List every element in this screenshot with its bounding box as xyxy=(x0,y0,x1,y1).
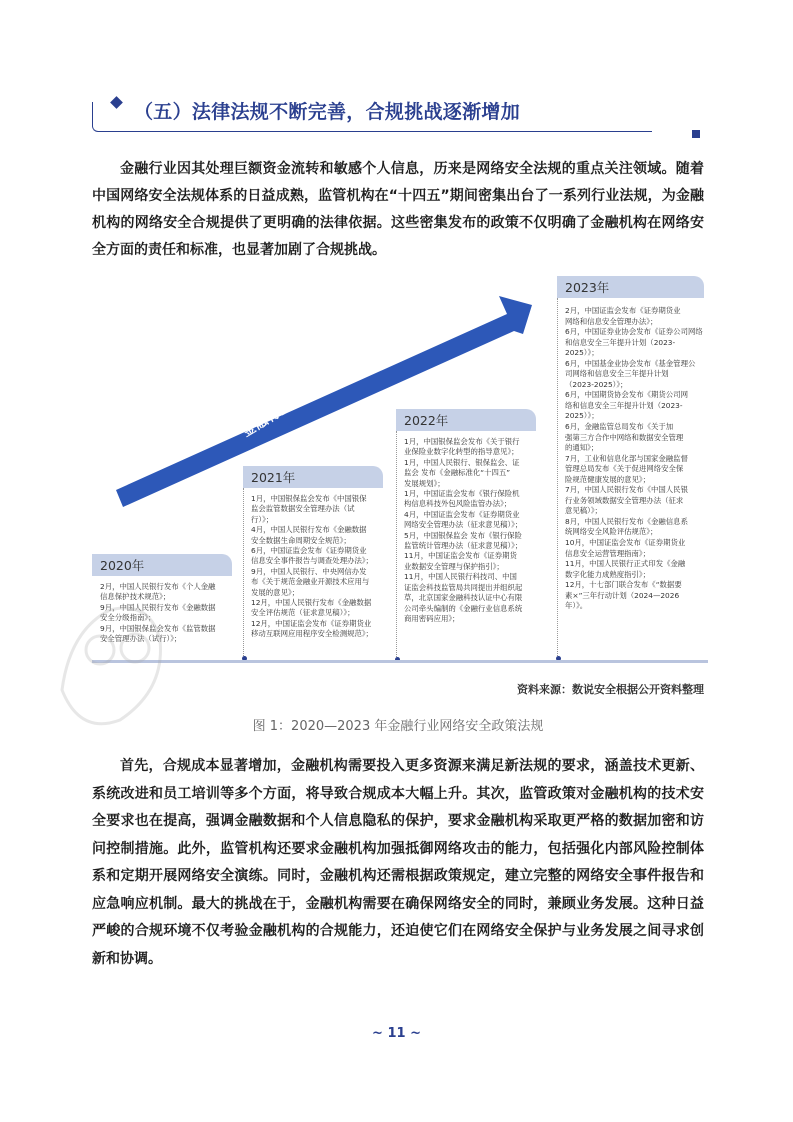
list-item: 发展规划》； xyxy=(404,478,445,488)
list-item: 草，北京国家金融科技认证中心有限 xyxy=(404,593,523,603)
list-item: 10月，中国证监会发布《证券期货业 xyxy=(565,538,686,548)
list-item: 安全管理办法（试行）》； xyxy=(100,634,182,644)
list-item: 网络安全管理办法（征求意见稿）》； xyxy=(404,520,523,530)
list-item: 1月，中国银保监会发布《关于银行 xyxy=(404,437,520,446)
list-item: 9月，中国人民银行发布《金融数据 xyxy=(100,602,216,612)
list-item: 信息保护技术规范》； xyxy=(100,592,171,602)
list-item: 布《关于规范金融业开源技术应用与 xyxy=(251,577,370,587)
list-item: 络和信息安全三年提升计划（2023- xyxy=(565,400,683,410)
list-item: 2025）》； xyxy=(565,348,599,358)
year-band xyxy=(396,409,536,431)
list-item: 网络和信息安全管理办法》； xyxy=(565,316,658,326)
list-item: 安全数据生命周期安全规范》； xyxy=(251,535,351,545)
list-item: 2月，中国人民银行发布《个人金融 xyxy=(100,582,216,591)
policy-list xyxy=(404,437,522,624)
list-item: 6月，金融监管总局发布《关于加 xyxy=(565,422,674,432)
list-item: 业数据安全管理与保护指引》； xyxy=(404,561,504,571)
list-item: 1月，中国人民银行、银保监会、证 xyxy=(404,457,520,467)
list-item: 12月，十七部门联合发布《“数据要 xyxy=(565,580,682,590)
list-item: 素×”三年行动计划（2024—2026 xyxy=(565,590,680,600)
list-item: 7月，工业和信息化部与国家金融监督 xyxy=(565,453,688,463)
policy-list xyxy=(100,582,216,644)
list-item: 发展的意见》； xyxy=(251,587,300,597)
list-item: 行业务领域数据安全管理办法（征求 xyxy=(565,495,684,505)
list-item: 1月，中国银保监会发布《中国银保 xyxy=(251,494,367,503)
year-band xyxy=(243,466,383,488)
list-item: 1月，中国证监会发布《银行保险机 xyxy=(404,489,520,499)
year-band xyxy=(557,276,704,298)
list-item: 构信息科技外包风险监管办法》； xyxy=(404,499,512,509)
list-item: 司网络和信息安全三年提升计划 xyxy=(565,369,669,379)
list-item: 行）》； xyxy=(251,514,274,524)
figure-caption: 图 1：2020—2023 年金融行业网络安全政策法规 xyxy=(252,719,544,734)
year-label: 2022年 xyxy=(404,413,449,428)
list-item: 监会 发布《金融标准化“十四五” xyxy=(404,468,511,478)
list-item: 4月，中国人民银行发布《金融数据 xyxy=(251,525,367,535)
list-item: 信息安全事件报告与调查处理办法》； xyxy=(251,556,373,566)
list-item: 安全分级指南》； xyxy=(100,613,156,623)
list-item: 业保险业数字化转型的指导意见》； xyxy=(404,447,519,457)
list-item: 6月，中国基金业协会发布《基金管理公 xyxy=(565,358,696,368)
list-item: 6月，中国期货协会发布《期货公司网 xyxy=(565,390,688,400)
list-item: 意见稿）》； xyxy=(565,506,602,516)
list-item: 商用密码应用》； xyxy=(404,613,460,623)
timeline-connector xyxy=(396,431,397,661)
list-item: 证监会科技监管局共同提出并组织起 xyxy=(404,582,523,592)
list-item: 9月，中国人民银行、中央网信办发 xyxy=(251,566,367,576)
list-item: 监管统计管理办法（征求意见稿）》； xyxy=(404,541,523,551)
figure-source: 资料来源：数说安全根据公开资料整理 xyxy=(517,683,704,696)
year-band xyxy=(92,554,232,576)
analysis-paragraph: 首先，合规成本显著增加，金融机构需要投入更多资源来满足新法规的要求，涵盖技术更新、系统改进和员工培训等多个方面，将导致合规成本大幅上升。其次，监管政策对金融机构的技术安全要求也在提高，强调金融数据和个人信息隐私的保护，要求金融机构采取更严格的数据加密和访问控制措施。此外，监管机构还要求金融机构加强抵御网络攻击的能力，包括强化内部风险控制体系和定期开展网络安全演练。同时，金融机构还需根据政策规定，建立完整的网络安全事件报告和应急响应机制。最大的挑战在于，金融机构需要在确保网络安全的同时，兼顾业务发展。这种日益严峻的合规环境不仅考验金融机构的合规能力，还迫使它们在网络安全保护与业务发展之间寻求创新和协调。 xyxy=(92,758,704,967)
list-item: 监会监管数据安全管理办法（试 xyxy=(251,504,355,514)
page-number: ~ 11 ~ xyxy=(372,1026,421,1041)
list-item: 险规范健康发展的意见》； xyxy=(565,474,650,484)
list-item: 安全评估规范（征求意见稿）》； xyxy=(251,608,355,618)
year-label: 2023年 xyxy=(565,280,610,295)
list-item: （2023-2025）》； xyxy=(565,379,628,389)
list-item: 数字化能力成熟度指引》； xyxy=(565,569,650,579)
timeline-connector xyxy=(243,488,244,660)
list-item: 2025）》； xyxy=(565,411,599,421)
list-item: 12月，中国人民银行发布《金融数据 xyxy=(251,598,372,608)
arrow-label: 金融行业政策法规密集出台 xyxy=(240,340,392,441)
section-title: （五）法律法规不断完善，合规挑战逐渐增加 xyxy=(134,101,521,123)
timeline-bar xyxy=(92,660,708,663)
list-item: 公司牵头编制的《金融行业信息系统 xyxy=(404,603,523,613)
list-item: 4月，中国证监会发布《证券期货业 xyxy=(404,509,520,519)
list-item: 6月，中国证监会发布《证券期货业 xyxy=(251,546,367,556)
list-item: 移动互联网应用程序安全检测规范》； xyxy=(251,629,373,639)
list-item: 和信息安全三年提升计划（2023- xyxy=(565,337,676,347)
list-item: 5月，中国银保监会 发布《银行保险 xyxy=(404,530,522,540)
list-item: 6月，中国证券业协会发布《证券公司网络 xyxy=(565,327,703,337)
list-item: 11月，中国人民银行正式印发《金融 xyxy=(565,559,686,569)
list-item: 信息安全运营管理指南》； xyxy=(565,548,650,558)
policy-list xyxy=(565,306,703,612)
year-label: 2020年 xyxy=(100,558,145,573)
list-item: 11月，中国证监会发布《证券期货 xyxy=(404,551,517,561)
list-item: 管理总局发布《关于促进网络安全保 xyxy=(565,464,684,474)
list-item: 强第三方合作中网络和数据安全管理 xyxy=(565,432,684,442)
policy-list xyxy=(251,494,373,640)
intro-paragraph: 金融行业因其处理巨额资金流转和敏感个人信息，历来是网络安全法规的重点关注领域。随着中国网络安全法规体系的日益成熟，监管机构在“十四五”期间密集出台了一系列行业法规，为金融机构的网络安全合规提供了更明确的法律依据。这些密集发布的政策不仅明确了金融机构在网络安全方面的责任和标准，也显著加剧了合规挑战。 xyxy=(92,161,704,258)
year-label: 2021年 xyxy=(251,470,296,485)
list-item: 11月，中国人民银行科技司、中国 xyxy=(404,572,517,582)
timeline-connector xyxy=(557,298,558,660)
list-item: 7月，中国人民银行发布《中国人民银 xyxy=(565,485,688,495)
list-item: 8月，中国人民银行发布《金融信息系 xyxy=(565,516,688,526)
list-item: 2月，中国证监会发布《证券期货业 xyxy=(565,306,681,315)
list-item: 的通知》； xyxy=(565,443,599,453)
list-item: 统网络安全风险评估规范》； xyxy=(565,527,658,537)
list-item: 年）》。 xyxy=(565,601,588,611)
list-item: 9月，中国银保监会发布《监管数据 xyxy=(100,623,216,633)
list-item: 12月，中国证监会发布《证券期货业 xyxy=(251,618,372,628)
